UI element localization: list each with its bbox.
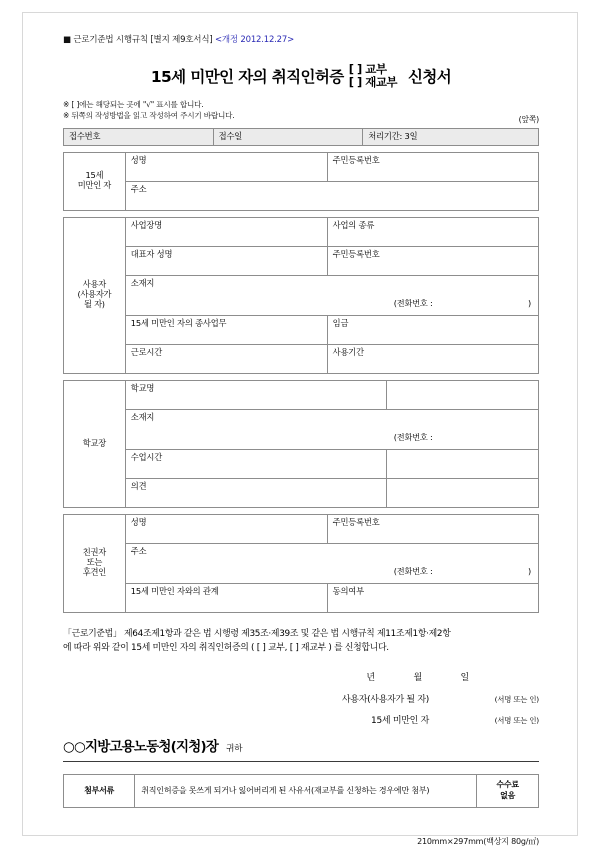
guardian-name-cell[interactable]: 성명 <box>125 514 327 543</box>
receipt-date-cell: 접수일 <box>213 128 363 145</box>
minor-group-label-line1: 15세 <box>85 170 104 181</box>
employer-phone-line[interactable] <box>131 299 533 309</box>
title-tail-text: 신청서 <box>408 67 452 86</box>
school-opinion-value-cell[interactable] <box>387 478 539 507</box>
table-row <box>64 152 539 181</box>
minor-group-label-line2: 미만인 자 <box>77 180 111 191</box>
legal-statement <box>63 627 539 656</box>
minor-name-cell[interactable]: 성명 <box>125 152 327 181</box>
date-year-label: 년 <box>366 672 376 683</box>
employer-phone-label: (전화번호 : <box>393 298 433 309</box>
recipient-honorific: 귀하 <box>226 743 243 754</box>
instruction-line-1: ※ [ ]에는 해당되는 곳에 "√" 표시를 합니다. <box>63 99 204 109</box>
table-row <box>64 181 539 210</box>
table-row <box>64 543 539 583</box>
table-row <box>64 246 539 275</box>
guardian-address-cell[interactable] <box>125 543 538 583</box>
employer-location-label: 소재지 <box>130 277 155 288</box>
processing-period-cell: 처리기간: 3일 <box>363 128 539 145</box>
legal-statement-line-2: 에 따라 위와 같이 15세 미만인 자의 취직인허증의 ( [ ] 교부, [ ] 재교부 ) 를 신청합니다. <box>63 643 389 654</box>
signer-minor-seal[interactable]: (서명 또는 인) <box>494 715 539 725</box>
table-row <box>64 409 539 449</box>
table-row <box>64 774 539 807</box>
school-name-cell[interactable]: 학교명 <box>125 380 386 409</box>
instruction-line-2: ※ 뒤쪽의 작성방법을 읽고 작성하여 주시기 바랍니다. <box>63 111 235 121</box>
wage-cell[interactable]: 임금 <box>327 315 538 344</box>
table-row <box>64 344 539 373</box>
table-row <box>64 217 539 246</box>
minor-group-label <box>64 152 126 210</box>
guardian-consent-cell[interactable]: 동의여부 <box>327 583 538 612</box>
employer-group-label-line1: 사용자 <box>82 279 106 290</box>
employment-period-cell[interactable]: 사용기간 <box>327 344 538 373</box>
guardian-phone-close: ) <box>528 566 531 577</box>
table-row <box>64 583 539 612</box>
table-row <box>64 478 539 507</box>
recipient-office-label: ○○지방고용노동청(지청)장 <box>63 738 219 755</box>
attachment-table <box>63 774 539 808</box>
page-title <box>63 63 539 89</box>
employer-group-label-line2: (사용자가 <box>77 289 112 300</box>
option-issue[interactable]: [ ] 교부 <box>348 62 387 76</box>
table-row <box>64 514 539 543</box>
header-revision-text: <개정 2012.12.27> <box>214 35 295 45</box>
school-opinion-cell[interactable]: 의견 <box>125 478 386 507</box>
fee-label: 수수료 <box>496 779 519 789</box>
signature-block <box>63 692 539 726</box>
header-law-text: ■ 근로기준법 시행규칙 [별지 제9호서식] <box>63 35 213 45</box>
work-hours-cell[interactable]: 근로시간 <box>125 344 327 373</box>
employer-resident-number-cell[interactable]: 주민등록번호 <box>327 246 538 275</box>
option-reissue[interactable]: [ ] 재교부 <box>348 74 398 89</box>
employer-group-label <box>64 217 126 373</box>
fee-value: 없음 <box>500 790 516 800</box>
table-row <box>64 275 539 315</box>
document-header <box>63 33 539 45</box>
school-location-cell[interactable] <box>125 409 538 449</box>
class-hours-cell[interactable]: 수업시간 <box>125 449 386 478</box>
table-row <box>64 380 539 409</box>
form-sheet <box>22 12 578 846</box>
recipient-line <box>63 735 539 762</box>
table-row <box>64 449 539 478</box>
workplace-name-cell[interactable]: 사업장명 <box>125 217 327 246</box>
signature-row-employer <box>63 692 539 705</box>
fee-cell <box>477 774 539 807</box>
representative-name-cell[interactable]: 대표자 성명 <box>125 246 327 275</box>
title-issue-options <box>349 63 397 89</box>
minor-section-table <box>63 152 539 211</box>
title-main-text: 15세 미만인 자의 취직인허증 <box>150 67 344 86</box>
employer-group-label-line3: 될 자) <box>84 299 105 309</box>
guardian-resident-number-cell[interactable]: 주민등록번호 <box>327 514 538 543</box>
minor-resident-number-cell[interactable]: 주민등록번호 <box>327 152 538 181</box>
school-phone-line[interactable] <box>131 433 533 443</box>
table-row <box>64 315 539 344</box>
employer-section-table <box>63 217 539 374</box>
receipt-number-cell: 접수번호 <box>64 128 214 145</box>
school-name-value-cell[interactable] <box>387 380 539 409</box>
guardian-phone-label: (전화번호 : <box>393 566 433 577</box>
minor-address-cell[interactable]: 주소 <box>125 181 538 210</box>
class-hours-value-cell[interactable] <box>387 449 539 478</box>
attachment-label-cell: 첨부서류 <box>64 774 135 807</box>
employer-location-cell[interactable] <box>125 275 538 315</box>
date-line[interactable] <box>63 670 539 683</box>
guardian-address-label: 주소 <box>130 545 147 556</box>
signer-employer-seal[interactable]: (서명 또는 인) <box>494 694 539 704</box>
form-content <box>63 33 539 847</box>
school-location-label: 소재지 <box>130 411 155 422</box>
guardian-group-label-line1: 친권자 <box>82 547 106 558</box>
paper-spec-footer: 210mm×297mm(백상지 80g/㎡) <box>417 836 539 846</box>
date-month-label: 월 <box>413 672 423 683</box>
page-side-marker: (앞쪽) <box>518 114 539 124</box>
minor-duties-cell[interactable]: 15세 미만인 자의 종사업무 <box>125 315 327 344</box>
attachment-content-cell: 취직인허증을 못쓰게 되거나 잃어버리게 된 사유서(재교부를 신청하는 경우에만 첨부) <box>135 774 477 807</box>
guardian-section-table <box>63 514 539 613</box>
signature-row-minor <box>63 713 539 726</box>
school-group-label: 학교장 <box>64 380 126 507</box>
guardian-phone-line[interactable] <box>131 567 533 577</box>
receipt-table <box>63 128 539 146</box>
signer-minor-label: 15세 미만인 자 <box>371 715 429 726</box>
school-section-table <box>63 380 539 508</box>
legal-statement-line-1: 「근로기준법」 제64조제1항과 같은 법 시행령 제35조·제39조 및 같은 법 시행규칙 제11조제1항·제2항 <box>63 628 451 639</box>
guardian-group-label <box>64 514 126 612</box>
date-day-label: 일 <box>460 672 470 683</box>
guardian-relation-cell[interactable]: 15세 미만인 자와의 관계 <box>125 583 327 612</box>
school-phone-label: (전화번호 : <box>393 432 433 443</box>
business-type-cell[interactable]: 사업의 종류 <box>327 217 538 246</box>
employer-phone-close: ) <box>528 298 531 309</box>
guardian-group-label-line3: 후견인 <box>82 567 106 577</box>
guardian-group-label-line2: 또는 <box>86 557 103 568</box>
signer-employer-label: 사용자(사용자가 될 자) <box>341 694 429 705</box>
receipt-row <box>64 128 539 145</box>
